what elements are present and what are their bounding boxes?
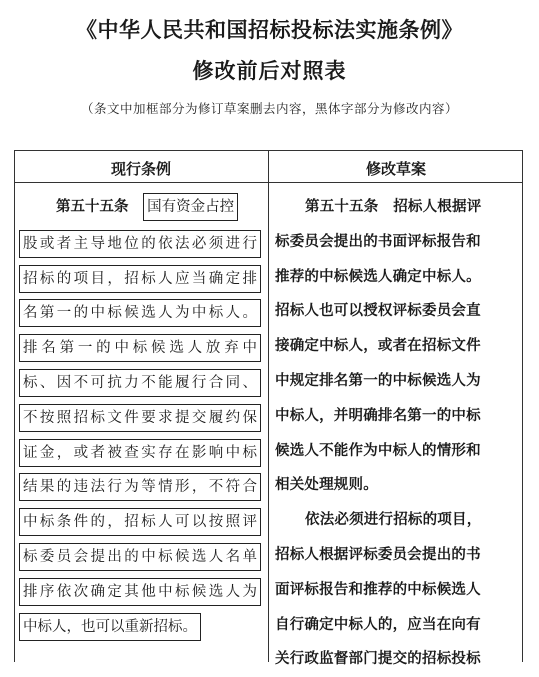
draft-article-line: 中规定排名第一的中标候选人为 xyxy=(275,372,481,389)
current-article-number: 第五十五条 xyxy=(56,199,129,215)
deleted-text-box: 中标条件的，招标人可以按照评 xyxy=(19,508,261,536)
draft-article-line: 面评标报告和推荐的中标候选人 xyxy=(275,581,481,598)
column-divider xyxy=(268,150,269,662)
draft-article-line: 接确定中标人，或者在招标文件 xyxy=(275,338,481,355)
current-article-line xyxy=(16,294,267,329)
current-article-line xyxy=(16,329,267,364)
current-article-column xyxy=(16,190,267,642)
legend-note: （条文中加框部分为修订草案删去内容，黑体字部分为修改内容） xyxy=(80,101,458,116)
current-article-line xyxy=(16,503,267,538)
document-subtitle: 修改前后对照表 xyxy=(192,58,347,83)
current-article-line xyxy=(16,468,267,503)
deleted-text-box: 不按照招标文件要求提交履约保 xyxy=(19,404,261,432)
draft-article-line: 相关处理规则。 xyxy=(275,477,378,494)
current-article-line xyxy=(16,225,267,260)
current-article-line xyxy=(16,399,267,434)
deleted-text-box: 股或者主导地位的依法必须进行 xyxy=(19,230,261,258)
document-title: 《中华人民共和国招标投标法实施条例》 xyxy=(76,17,463,42)
deleted-text-box: 标委员会提出的中标候选人名单 xyxy=(19,543,261,571)
deleted-text-box: 排名第一的中标候选人放弃中 xyxy=(19,334,261,362)
deleted-text-box: 招标的项目，招标人应当确定排 xyxy=(19,265,261,293)
draft-article-line: 中标人，并明确排名第一的中标 xyxy=(275,407,481,424)
deleted-text-box: 标、因不可抗力不能履行合同、 xyxy=(19,369,261,397)
draft-article-line: 招标人也可以授权评标委员会直 xyxy=(275,303,481,320)
draft-article-line: 推荐的中标候选人确定中标人。 xyxy=(275,268,481,285)
draft-article-line: 依法必须进行招标的项目， xyxy=(305,512,482,529)
current-article-line xyxy=(16,538,267,573)
deleted-text-box: 中标人，也可以重新招标。 xyxy=(19,613,201,641)
deleted-text-box: 国有资金占控 xyxy=(143,193,238,221)
column-header-draft: 修改草案 xyxy=(365,160,426,178)
draft-article-line: 关行政监督部门提交的招标投标 xyxy=(275,651,481,668)
current-article-line xyxy=(16,260,267,295)
draft-article-line: 候选人不能作为中标人的情形和 xyxy=(275,442,481,459)
draft-article-line: 招标人根据评标委员会提出的书 xyxy=(275,546,481,563)
current-article-line xyxy=(16,573,267,608)
draft-article-column xyxy=(275,190,520,677)
draft-article-line: 标委员会提出的书面评标报告和 xyxy=(275,233,481,250)
current-article-line xyxy=(16,364,267,399)
deleted-text-box: 名第一的中标候选人为中标人。 xyxy=(19,299,261,327)
deleted-text-box: 排序依次确定其他中标候选人为 xyxy=(19,578,261,606)
deleted-text-box: 结果的违法行为等情形，不符合 xyxy=(19,473,261,501)
current-article-line xyxy=(16,434,267,469)
header-divider xyxy=(14,182,523,183)
draft-article-line: 自行确定中标人的，应当在向有 xyxy=(275,616,481,633)
current-article-line xyxy=(16,608,267,643)
draft-article-line: 第五十五条 招标人根据评 xyxy=(305,199,482,215)
current-article-line xyxy=(16,190,267,225)
deleted-text-box: 证金，或者被查实存在影响中标 xyxy=(19,439,261,467)
column-header-current: 现行条例 xyxy=(110,160,171,178)
